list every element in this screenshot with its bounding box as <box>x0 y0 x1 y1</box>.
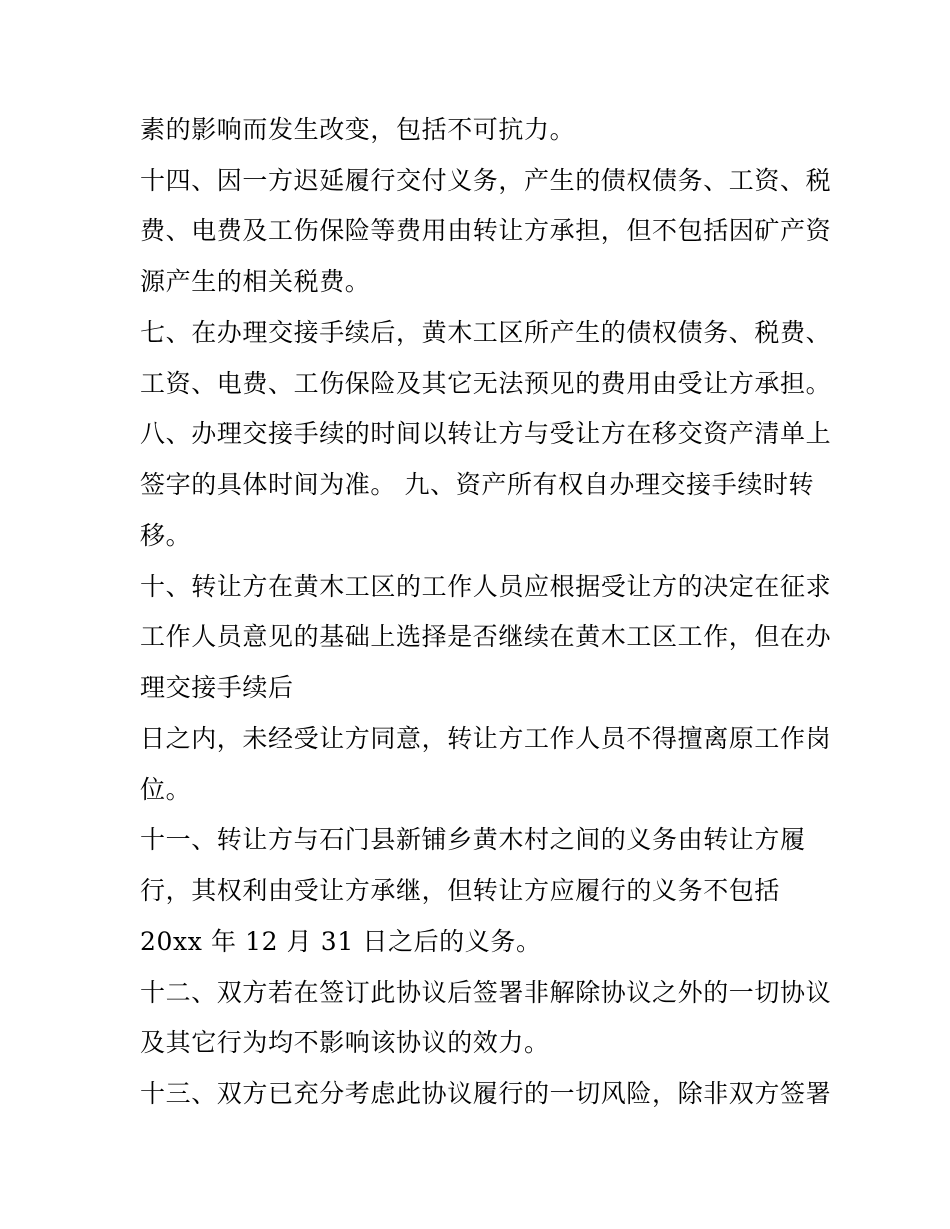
text-line: 位。 <box>140 775 192 804</box>
text-line: 费、电费及工伤保险等费用由转让方承担，但不包括因矿产资 <box>140 216 832 245</box>
text-line: 及其它行为均不影响该协议的效力。 <box>140 1028 550 1057</box>
text-line: 20xx 年 12 月 31 日之后的义务。 <box>140 927 542 956</box>
text-line: 十二、双方若在签订此协议后签署非解除协议之外的一切协议 <box>140 978 832 1007</box>
text-line: 签字的具体时间为准。 九、资产所有权自办理交接手续时转 <box>140 470 815 499</box>
text-line: 日之内，未经受让方同意，转让方工作人员不得擅离原工作岗 <box>140 724 832 753</box>
text-line: 十、转让方在黄木工区的工作人员应根据受让方的决定在征求 <box>140 572 832 601</box>
text-line: 移。 <box>140 521 192 550</box>
text-line: 十一、转让方与石门县新铺乡黄木村之间的义务由转让方履 <box>140 825 806 854</box>
text-line: 十三、双方已充分考虑此协议履行的一切风险，除非双方签署 <box>140 1079 832 1108</box>
text-line: 十四、因一方迟延履行交付义务，产生的债权债务、工资、税 <box>140 166 832 195</box>
text-line: 工资、电费、工伤保险及其它无法预见的费用由受让方承担。 <box>140 369 832 398</box>
text-line: 八、办理交接手续的时间以转让方与受让方在移交资产清单上 <box>140 419 832 448</box>
text-line: 工作人员意见的基础上选择是否继续在黄木工区工作，但在办 <box>140 622 832 651</box>
text-line: 素的影响而发生改变，包括不可抗力。 <box>140 115 576 144</box>
text-line: 理交接手续后 <box>140 673 294 702</box>
text-line: 源产生的相关税费。 <box>140 267 371 296</box>
text-line: 七、在办理交接手续后，黄木工区所产生的债权债务、税费、 <box>140 318 832 347</box>
text-line: 行，其权利由受让方承继，但转让方应履行的义务不包括 <box>140 876 781 905</box>
